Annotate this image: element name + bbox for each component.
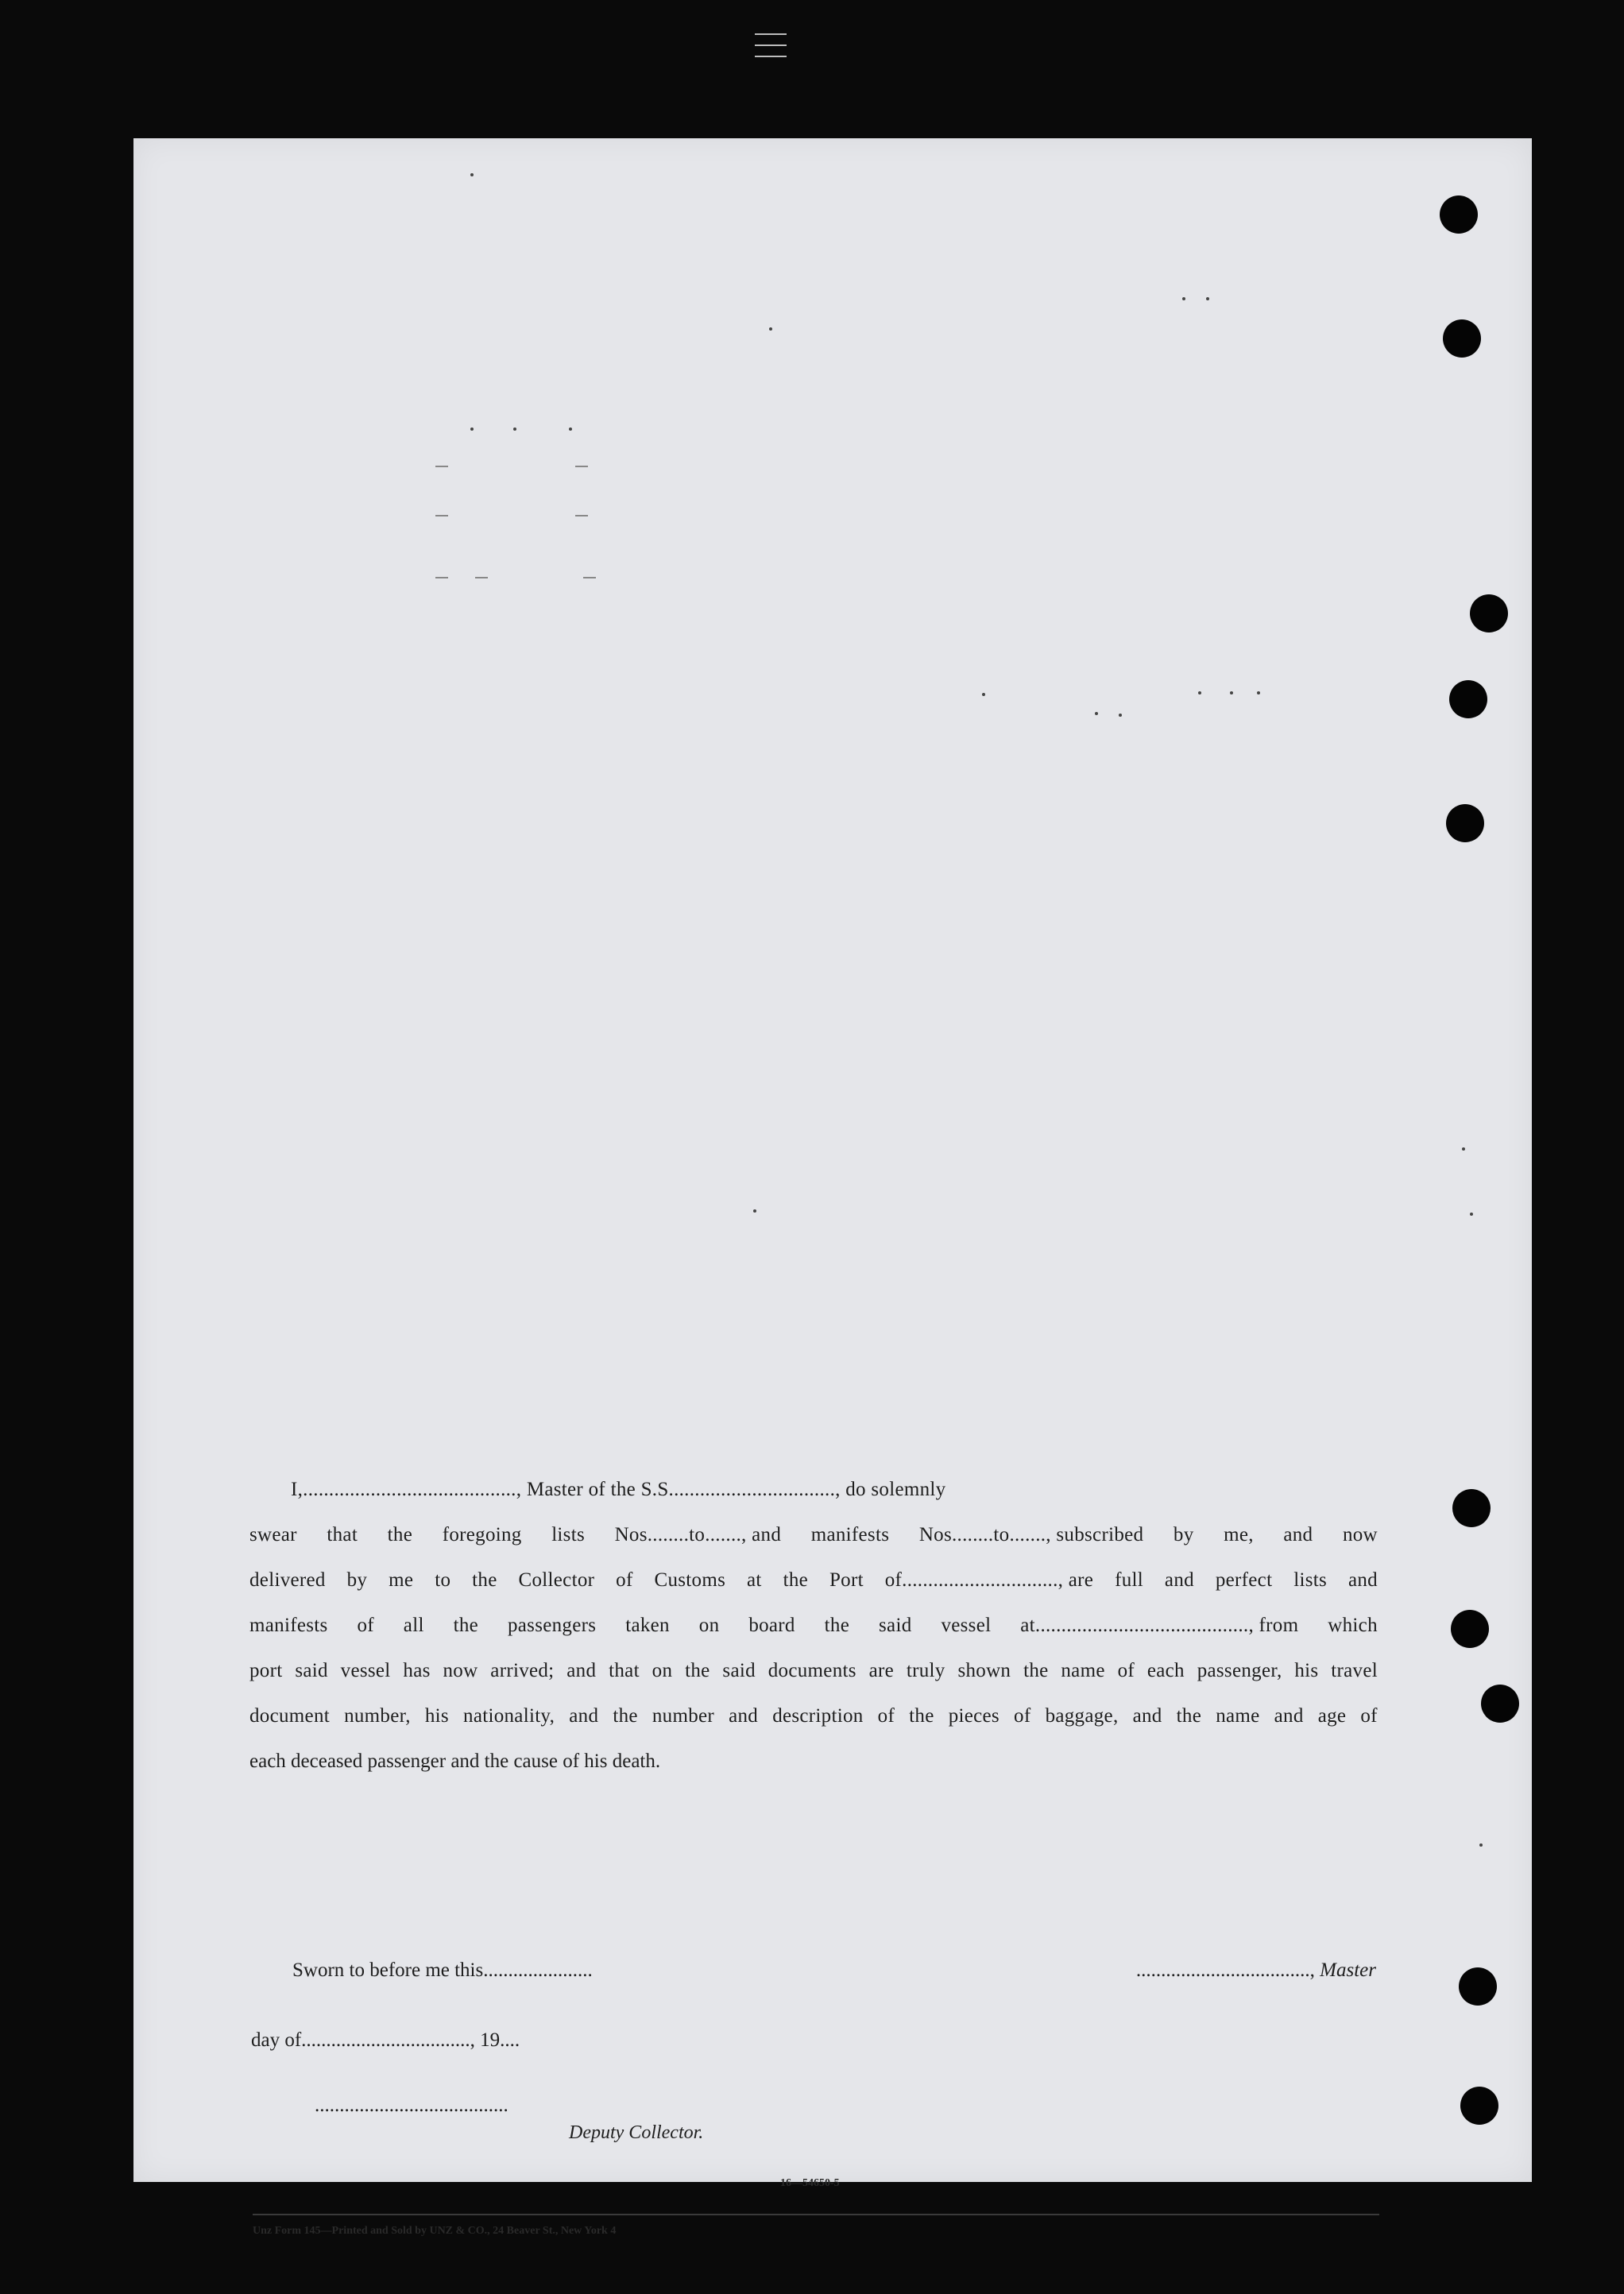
oath-word: I,........................................., Master of the S.S................................, do solemnly	[291, 1479, 946, 1500]
oath-line-6	[249, 1693, 1378, 1739]
oath-word: manifests	[249, 1615, 328, 1636]
oath-word: number	[652, 1705, 715, 1727]
speck	[1095, 712, 1098, 715]
oath-word: full	[1115, 1569, 1144, 1591]
oath-word: by	[346, 1569, 368, 1591]
oath-word: and	[1132, 1705, 1162, 1727]
oath-word: of	[1014, 1705, 1031, 1727]
speck	[1257, 691, 1260, 694]
oath-word: delivered	[249, 1569, 326, 1591]
oath-word: the	[613, 1705, 638, 1727]
faint-dash	[575, 466, 588, 467]
oath-word: me,	[1224, 1524, 1254, 1545]
oath-word: age	[1317, 1705, 1347, 1727]
speck	[513, 427, 516, 431]
oath-line-4	[249, 1603, 1378, 1648]
oath-word: travel	[1331, 1660, 1378, 1681]
oath-word: of	[877, 1705, 895, 1727]
oath-word: perfect	[1215, 1569, 1273, 1591]
oath-word: arrived;	[490, 1660, 555, 1681]
oath-word: of	[357, 1615, 374, 1636]
speck	[982, 693, 985, 696]
oath-word: and	[1164, 1569, 1194, 1591]
oath-line-1	[249, 1467, 1378, 1512]
master-signature-line	[1136, 1959, 1376, 1982]
oath-line-3	[249, 1557, 1378, 1603]
oath-word: that	[327, 1524, 358, 1545]
punch-hole	[1440, 195, 1478, 234]
oath-word: nationality,	[463, 1705, 555, 1727]
oath-word: vessel	[941, 1615, 992, 1636]
oath-word: name	[1061, 1660, 1105, 1681]
oath-word: of	[616, 1569, 633, 1591]
oath-word: to	[435, 1569, 451, 1591]
oath-word: now	[1342, 1524, 1378, 1545]
oath-word: said	[295, 1660, 328, 1681]
speck	[1479, 1843, 1483, 1847]
punch-hole	[1459, 1967, 1497, 2006]
oath-word: vessel	[340, 1660, 391, 1681]
oath-word: swear	[249, 1524, 297, 1545]
speck	[1198, 691, 1201, 694]
speck	[753, 1209, 756, 1213]
oath-word: are	[868, 1660, 895, 1681]
printer-footer: Unz Form 145—Printed and Sold by UNZ & CO., 24 Beaver St., New York 4	[253, 2225, 617, 2237]
speck	[470, 173, 474, 176]
punch-hole	[1481, 1685, 1519, 1723]
oath-word: the	[1176, 1705, 1202, 1727]
punch-hole	[1460, 2087, 1498, 2125]
oath-word: on	[652, 1660, 673, 1681]
speck	[1230, 691, 1233, 694]
oath-word: Nos........to......., subscribed	[918, 1524, 1144, 1545]
oath-word: board	[748, 1615, 795, 1636]
faint-dash	[583, 577, 596, 578]
oath-word: the	[453, 1615, 479, 1636]
oath-word: each	[1146, 1660, 1185, 1681]
top-scan-marks	[755, 24, 787, 79]
oath-word: the	[387, 1524, 413, 1545]
speck	[1119, 714, 1122, 717]
punch-hole	[1451, 1610, 1489, 1648]
punch-hole	[1449, 680, 1487, 718]
oath-word: passengers	[507, 1615, 597, 1636]
oath-word: at........................................., from	[1020, 1615, 1299, 1636]
speck	[569, 427, 572, 431]
oath-word: documents	[768, 1660, 856, 1681]
speck	[1182, 297, 1185, 300]
oath-word: which	[1328, 1615, 1378, 1636]
oath-word: and	[1283, 1524, 1313, 1545]
oath-word: lists	[1293, 1569, 1328, 1591]
oath-word: pieces	[948, 1705, 1000, 1727]
speck	[1206, 297, 1209, 300]
oath-word: passenger,	[1197, 1660, 1282, 1681]
sworn-line: Sworn to before me this......................	[292, 1959, 593, 1981]
oath-word: his	[424, 1705, 449, 1727]
speck	[1470, 1213, 1473, 1216]
oath-word: that	[609, 1660, 640, 1681]
punch-hole	[1470, 594, 1508, 632]
master-signature-dots: ...................................,	[1135, 1959, 1315, 1981]
oath-word: Nos........to......., and	[614, 1524, 782, 1545]
oath-paragraph	[249, 1467, 1378, 1784]
oath-word: said	[722, 1660, 756, 1681]
faint-dash	[475, 577, 488, 578]
form-number: 16—54650-5	[780, 2177, 840, 2189]
oath-word: shown	[957, 1660, 1011, 1681]
oath-line-7: each deceased passenger and the cause of his death.	[249, 1750, 661, 1772]
document-page	[133, 138, 1532, 2237]
oath-word: and	[729, 1705, 759, 1727]
deputy-collector-label: Deputy Collector.	[569, 2122, 704, 2143]
oath-word: the	[824, 1615, 850, 1636]
oath-word: name	[1216, 1705, 1260, 1727]
oath-word: Collector	[518, 1569, 595, 1591]
master-label: Master	[1320, 1959, 1376, 1981]
oath-word: taken	[625, 1615, 670, 1636]
oath-word: the	[783, 1569, 809, 1591]
oath-word: said	[879, 1615, 912, 1636]
oath-word: baggage,	[1045, 1705, 1119, 1727]
oath-word: number,	[344, 1705, 411, 1727]
faint-dash	[575, 515, 588, 516]
oath-word: of	[1117, 1660, 1135, 1681]
oath-word: the	[685, 1660, 710, 1681]
oath-word: on	[698, 1615, 720, 1636]
oath-word: all	[403, 1615, 424, 1636]
speck	[769, 327, 772, 331]
oath-word: his	[1294, 1660, 1319, 1681]
oath-word: the	[1023, 1660, 1049, 1681]
punch-hole	[1446, 804, 1484, 842]
faint-dash	[435, 515, 448, 516]
oath-word: the	[472, 1569, 497, 1591]
oath-word: and	[566, 1660, 597, 1681]
oath-word: description	[772, 1705, 864, 1727]
day-of-line: day of.................................., 19....	[251, 2029, 520, 2051]
oath-word: by	[1173, 1524, 1194, 1545]
oath-word: Port	[829, 1569, 864, 1591]
oath-word: and	[1274, 1705, 1304, 1727]
deputy-signature-dots: .......................................	[315, 2095, 508, 2116]
punch-hole	[1452, 1489, 1491, 1527]
oath-word: has	[403, 1660, 431, 1681]
oath-word: port	[249, 1660, 283, 1681]
oath-word: manifests	[810, 1524, 890, 1545]
oath-word: at	[747, 1569, 762, 1591]
oath-word: now	[443, 1660, 478, 1681]
oath-word: lists	[551, 1524, 585, 1545]
faint-dash	[435, 577, 448, 578]
oath-word: Customs	[654, 1569, 726, 1591]
oath-line-5	[249, 1648, 1378, 1693]
punch-hole	[1443, 319, 1481, 358]
oath-word: and	[569, 1705, 599, 1727]
oath-line-2	[249, 1512, 1378, 1557]
faint-dash	[435, 466, 448, 467]
speck	[470, 427, 474, 431]
footer-rule	[253, 2214, 1379, 2215]
oath-word: of.............................., are	[884, 1569, 1094, 1591]
oath-word: and	[1348, 1569, 1378, 1591]
oath-word: truly	[906, 1660, 945, 1681]
oath-word: foregoing	[442, 1524, 522, 1545]
oath-word: the	[909, 1705, 934, 1727]
speck	[1462, 1147, 1465, 1151]
oath-word: document	[249, 1705, 330, 1727]
oath-word: of	[1360, 1705, 1378, 1727]
oath-word: me	[389, 1569, 414, 1591]
